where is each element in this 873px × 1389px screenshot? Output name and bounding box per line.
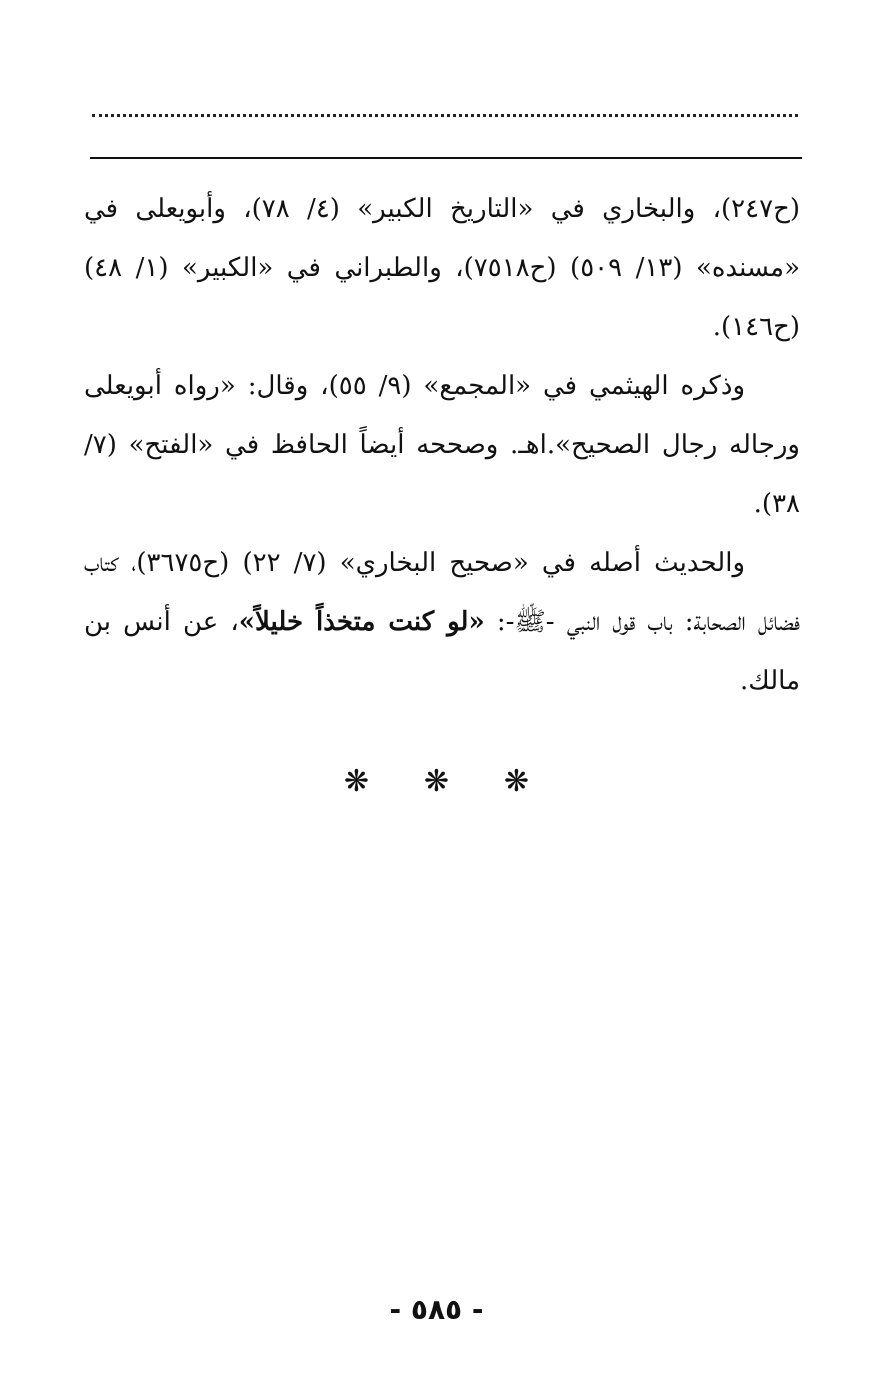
page-number: - ٥٨٥ -	[389, 1293, 484, 1326]
footnote-text	[84, 180, 800, 711]
section-separator	[0, 762, 873, 802]
footnote-paragraph-3	[84, 534, 800, 711]
footnote-paragraph-1: (ح٢٤٧)، والبخاري في «التاريخ الكبير» (٤/ ٧٨)، وأبويعلى في «مسنده» (١٣/ ٥٠٩) (ح٧٥١٨)، والطبراني في «الكبير» (١/ ٤٨) (ح١٤٦).	[84, 194, 801, 342]
asterisk-icon: ❋	[423, 764, 450, 799]
paragraph-3-start: والحديث أصله في «صحيح البخاري» (٧/ ٢٢) (ح٣٦٧٥)، كتاب فضائل الصحابة: باب قول النبي -ﷺ-:	[84, 548, 800, 637]
dotted-divider	[92, 114, 798, 117]
asterisk-icon: ❋	[503, 764, 530, 799]
hadith-quote: «لو كنت متخذاً خليلاً»	[238, 607, 485, 637]
paragraph-3-end: ، عن أنس بن مالك.	[84, 607, 800, 696]
footnote-paragraph-2: وذكره الهيثمي في «المجمع» (٩/ ٥٥)، وقال: «رواه أبويعلى ورجاله رجال الصحيح».اهـ. وصححه أيضاً الحافظ في «الفتح» (٧/ ٣٨).	[84, 371, 800, 519]
asterisk-icon: ❋	[343, 764, 370, 799]
footnote-divider	[90, 157, 802, 159]
